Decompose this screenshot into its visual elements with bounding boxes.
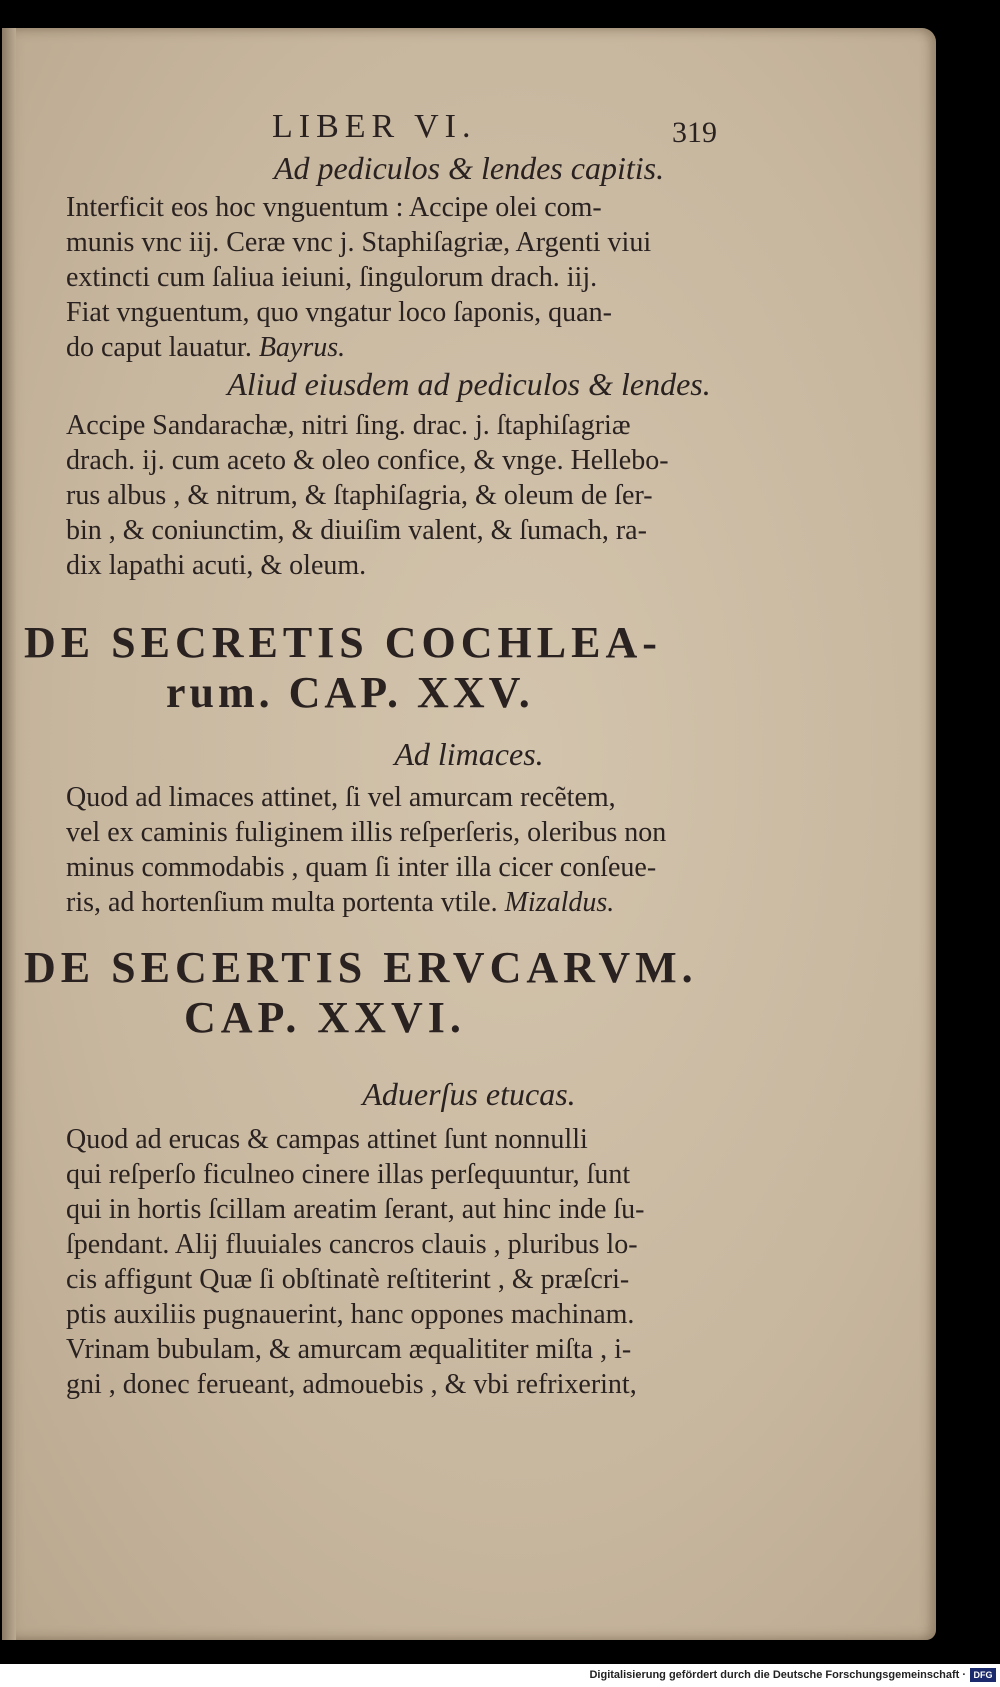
- paragraph-erucas: [66, 1122, 726, 1402]
- chapter-number-line: rum. CAP. XXV.: [166, 668, 534, 717]
- text-line: [66, 330, 726, 365]
- chapter-title-line: DE SECERTIS ERVCARVM.: [24, 943, 698, 992]
- text-line: minus commodabis , quam ſi inter illa cicer conſeue-: [66, 852, 657, 883]
- paragraph-pediculos: [66, 190, 726, 365]
- text-fragment: ris, ad hortenſium multa portenta vtile.: [66, 887, 498, 918]
- text-fragment: do caput lauatur.: [66, 332, 252, 363]
- text-line: qui reſperſo ficulneo cinere illas perſequuntur, ſunt: [66, 1159, 631, 1190]
- digitization-footer: [0, 1664, 1000, 1687]
- book-page: [2, 28, 936, 1640]
- text-line: ptis auxiliis pugnauerint, hanc oppones machinam.: [66, 1299, 635, 1330]
- page-binding-edge: [2, 28, 16, 1640]
- text-line: Interficit eos hoc vnguentum : Accipe olei com-: [66, 192, 602, 223]
- author-citation: Bayrus.: [258, 332, 346, 363]
- text-line: Accipe Sandarachæ, nitri ſing. drac. j. ſtaphiſagriæ: [66, 410, 631, 441]
- dfg-logo-icon[interactable]: DFG: [970, 1668, 996, 1682]
- paragraph-limaces: [66, 780, 726, 920]
- text-line: qui in hortis ſcillam areatim ſerant, aut hinc inde ſu-: [66, 1194, 645, 1225]
- text-line: vel ex caminis fuliginem illis reſperſeris, oleribus non: [66, 817, 667, 848]
- text-line: Vrinam bubulam, & amurcam æqualititer miſta , i-: [66, 1334, 632, 1365]
- section-heading-erucas: Aduerſus etucas.: [362, 1076, 576, 1112]
- text-line: extincti cum ſaliua ieiuni, ſingulorum drach. iij.: [66, 262, 598, 293]
- funding-credit: Digitalisierung gefördert durch die Deutsche Forschungsgemeinschaft ·: [589, 1669, 966, 1681]
- text-line: bin , & coniunctim, & diuiſim valent, & ſumach, ra-: [66, 515, 647, 546]
- chapter-number-line: CAP. XXVI.: [184, 993, 466, 1042]
- text-line: Quod ad limaces attinet, ſi vel amurcam recẽtem,: [66, 782, 616, 813]
- text-line: gni , donec ferueant, admouebis , & vbi refrixerint,: [66, 1369, 637, 1400]
- text-line: Fiat vnguentum, quo vngatur loco ſaponis, quan-: [66, 297, 612, 328]
- section-heading-pediculos: Ad pediculos & lendes capitis.: [273, 150, 665, 186]
- text-line: drach. ij. cum aceto & oleo confice, & vnge. Hellebo-: [66, 445, 669, 476]
- chapter-title-line: DE SECRETIS COCHLEA-: [24, 618, 662, 667]
- text-line: cis affigunt Quæ ſi obſtinatè reſtiterint , & præſcri-: [66, 1264, 630, 1295]
- text-line: munis vnc iij. Ceræ vnc j. Staphiſagriæ, Argenti viui: [66, 227, 652, 258]
- section-heading-aliud: Aliud eiusdem ad pediculos & lendes.: [227, 366, 711, 402]
- text-line: rus albus , & nitrum, & ſtaphiſagria, & oleum de ſer-: [66, 480, 653, 511]
- section-heading-limaces: Ad limaces.: [394, 736, 544, 772]
- text-line: dix lapathi acuti, & oleum.: [66, 550, 367, 581]
- text-line: ſpendant. Alij fluuiales cancros clauis , pluribus lo-: [66, 1229, 638, 1260]
- author-citation: Mizaldus.: [504, 887, 615, 918]
- running-head: LIBER VI.: [272, 108, 477, 145]
- chapter-heading-xxv: [24, 618, 724, 718]
- text-line: [66, 885, 726, 920]
- text-line: Quod ad erucas & campas attinet ſunt nonnulli: [66, 1124, 588, 1155]
- page-number: 319: [672, 116, 717, 149]
- paragraph-aliud: [66, 408, 726, 583]
- chapter-heading-xxvi: [24, 943, 724, 1043]
